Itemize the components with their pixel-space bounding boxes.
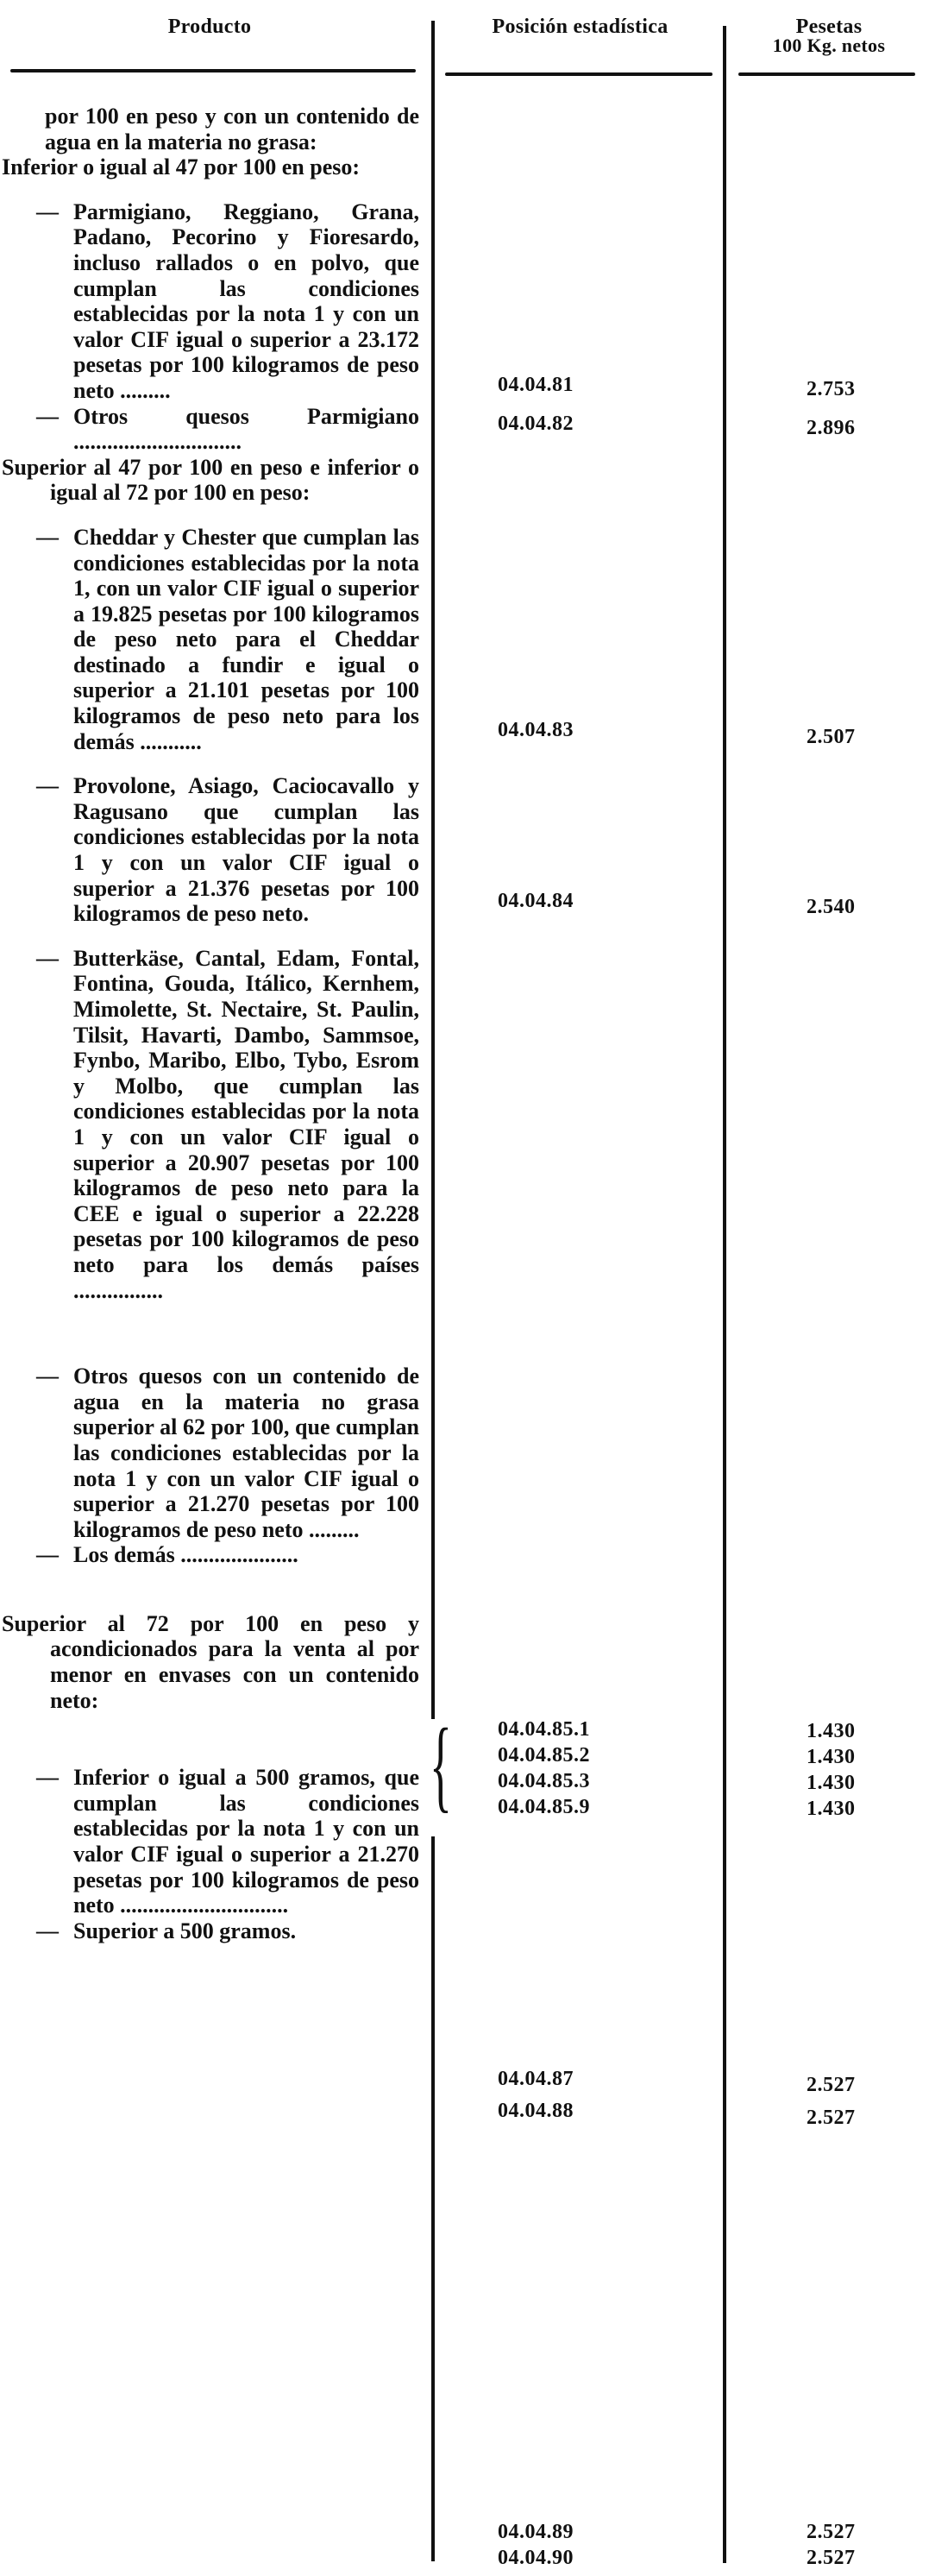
position-04-04-88: 04.04.88: [498, 2100, 574, 2122]
header-value-line2: 100 Kg. netos: [772, 35, 886, 56]
group-heading-3: Superior al 72 por 100 en peso y acondicionados para la venta al por menor en envases con un contenido neto:: [2, 1610, 419, 1713]
header-rule-value: [738, 72, 915, 76]
position-04-04-85-2: 04.04.85.2: [498, 1744, 590, 1767]
dash-bullet: —: [36, 1765, 59, 1791]
intro-text: por 100 en peso y con un contenido de agua en la materia no grasa:: [45, 104, 419, 154]
header-rule-product: [10, 69, 416, 72]
value-04-04-83: 2.507: [807, 726, 856, 748]
product-desc: — Provolone, Asiago, Caciocavallo y Ragusano que cumplan las condiciones establecidas por la nota 1 y con un valor CIF igual o superior a 21.376 pesetas por 100 kilogramos de peso neto.: [36, 773, 419, 927]
product-desc: — Superior a 500 gramos.: [36, 1918, 297, 1943]
header-product: Producto: [167, 16, 252, 38]
product-item-04-04-81: [0, 199, 419, 404]
product-desc: — Inferior o igual a 500 gramos, que cumplan las condiciones establecidas por la nota 1 y con un valor CIF igual o superior a 21.270 pesetas por 100 kilogramos de peso neto ..............................: [36, 1765, 419, 1918]
position-04-04-85-1: 04.04.85.1: [498, 1718, 590, 1741]
value-04-04-90: 2.527: [807, 2547, 856, 2569]
dash-bullet: —: [36, 524, 59, 550]
position-04-04-85-3: 04.04.85.3: [498, 1770, 590, 1792]
value-04-04-84: 2.540: [807, 896, 856, 918]
position-04-04-84: 04.04.84: [498, 890, 574, 912]
header-rule-position: [445, 72, 712, 76]
product-item-04-04-87: [0, 1364, 419, 1542]
value-04-04-82: 2.896: [807, 417, 856, 439]
value-04-04-89: 2.527: [807, 2521, 856, 2543]
brace-icon: {: [430, 1707, 452, 1822]
position-04-04-89: 04.04.89: [498, 2521, 574, 2543]
column-divider-1: [431, 21, 435, 1719]
product-desc: — Cheddar y Chester que cumplan las condiciones establecidas por la nota 1, con un valor CIF igual o superior a 19.825 pesetas por 100 kilogramos de peso neto para el Cheddar destinado a fundir e igual o superior a 21.101 pesetas por 100 kilogramos de peso neto para los demás ...........: [36, 524, 419, 754]
product-item-04-04-83: [0, 525, 419, 754]
group-heading-1: Inferior o igual al 47 por 100 en peso:: [2, 154, 361, 180]
header-position: Posición estadística: [492, 16, 669, 38]
value-04-04-81: 2.753: [807, 378, 856, 400]
position-04-04-87: 04.04.87: [498, 2068, 574, 2090]
product-item-04-04-90: [0, 1918, 419, 1944]
column-divider-2: [723, 26, 726, 2563]
product-desc: — Butterkäse, Cantal, Edam, Fontal, Fontina, Gouda, Itálico, Kernhem, Mimolette, St. Nectaire, St. Paulin, Tilsit, Havarti, Dambo, Sammsoe, Fynbo, Maribo, Elbo, Tybo, Esrom y Molbo, que cumplan las condiciones establecidas por la nota 1 y con un valor CIF igual o superior a 20.907 pesetas por 100 kilogramos de peso neto para la CEE e igual o superior a 22.228 pesetas por 100 kilogramos de peso neto para los demás países ................: [36, 945, 419, 1303]
product-desc: — Otros quesos con un contenido de agua en la materia no grasa superior al 62 por 100, que cumplan las condiciones establecidas por la nota 1 y con un valor CIF igual o superior a 21.270 pesetas por 100 kilogramos de peso neto .........: [36, 1364, 419, 1542]
product-item-04-04-85: [0, 946, 419, 1303]
header-value-line1: Pesetas: [795, 16, 863, 38]
value-04-04-85-3: 1.430: [807, 1772, 856, 1794]
dash-bullet: —: [36, 1364, 59, 1389]
dash-bullet: —: [36, 945, 59, 971]
dash-bullet: —: [36, 403, 59, 429]
product-column: [0, 104, 419, 1943]
group-heading-2: Superior al 47 por 100 en peso e inferior o igual al 72 por 100 en peso:: [2, 454, 419, 506]
dash-bullet: —: [36, 198, 59, 224]
product-desc: — Los demás .....................: [36, 1542, 298, 1568]
value-04-04-88: 2.527: [807, 2107, 856, 2129]
position-04-04-85-9: 04.04.85.9: [498, 1796, 590, 1818]
position-04-04-82: 04.04.82: [498, 413, 574, 435]
product-item-04-04-84: [0, 773, 419, 927]
position-04-04-81: 04.04.81: [498, 374, 574, 396]
product-desc: — Parmigiano, Reggiano, Grana, Padano, Pecorino y Fioresardo, incluso rallados o en polvo, que cumplan las condiciones establecidas por la nota 1 y con un valor CIF igual o superior a 23.172 pesetas por 100 kilogramos de peso neto .........: [36, 198, 419, 403]
product-item-04-04-88: [0, 1542, 419, 1568]
column-divider-1-lower: [431, 1836, 435, 2561]
value-04-04-85-2: 1.430: [807, 1746, 856, 1768]
value-04-04-87: 2.527: [807, 2074, 856, 2096]
dash-bullet: —: [36, 1918, 59, 1943]
dash-bullet: —: [36, 1542, 59, 1568]
value-04-04-85-9: 1.430: [807, 1798, 856, 1820]
position-04-04-83: 04.04.83: [498, 719, 574, 741]
dash-bullet: —: [36, 773, 59, 799]
product-desc: — Otros quesos Parmigiano ..............................: [36, 403, 419, 455]
product-item-04-04-82: [0, 404, 419, 455]
product-item-04-04-89: [0, 1765, 419, 1918]
value-04-04-85-1: 1.430: [807, 1720, 856, 1742]
position-04-04-90: 04.04.90: [498, 2547, 574, 2569]
